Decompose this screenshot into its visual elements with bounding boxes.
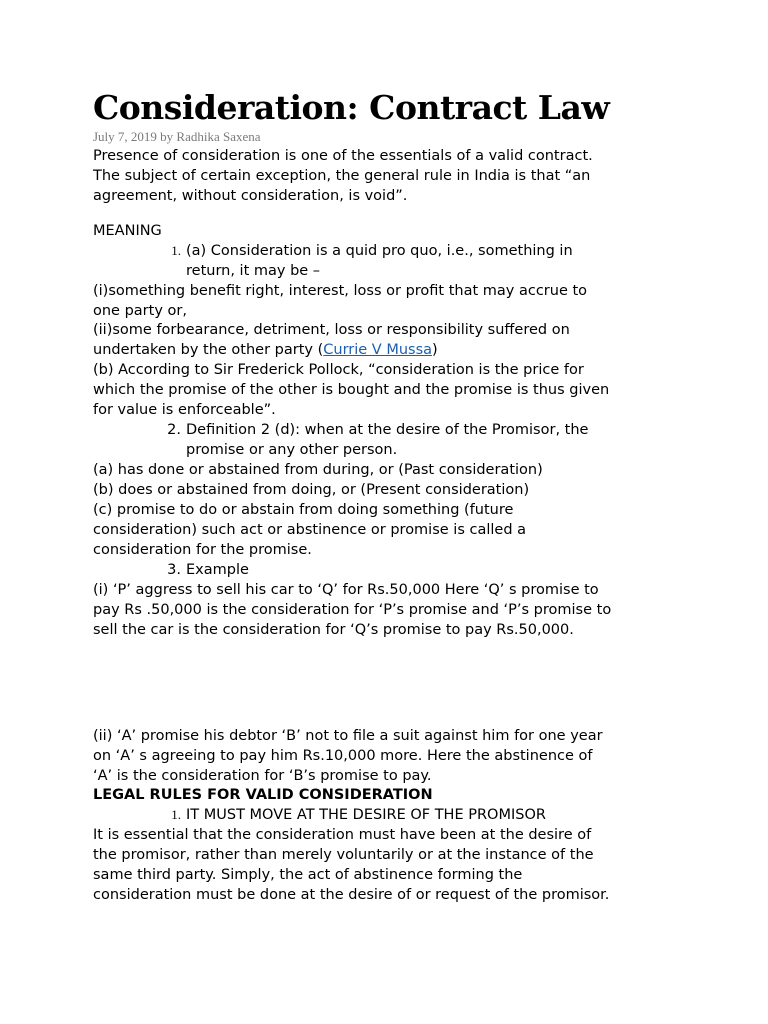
definition-body: (a) has done or abstained from during, or (Past consideration) (b) does or abstained from doing, or (Present consideration) (c) promise to do or abstain from doing something (future consideration) such act or abstinence or promise is called a consideration for the promise. bbox=[93, 462, 543, 558]
case-link-currie-v-mussa[interactable]: Currie V Mussa bbox=[323, 342, 433, 358]
list-number: 3. bbox=[167, 562, 181, 578]
list-number: 1. bbox=[171, 807, 181, 822]
list-item-text: (a) Consideration is a quid pro quo, i.e., something in return, it may be – bbox=[186, 243, 573, 279]
example-ii: (ii) ‘A’ promise his debtor ‘B’ not to file a suit against him for one year on ‘A’ s agreeing to pay him Rs.10,000 more. Here the abstinence of ‘A’ is the consideration for ‘B’s promise to pay. bbox=[93, 728, 603, 784]
list-item-text: IT MUST MOVE AT THE DESIRE OF THE PROMISOR bbox=[186, 807, 546, 823]
list-number: 1. bbox=[171, 243, 181, 258]
meaning-point-i: (i)something benefit right, interest, loss or profit that may accrue to one party or, bbox=[93, 283, 588, 319]
list-item-3 bbox=[93, 560, 683, 580]
list-item-text: Example bbox=[186, 562, 249, 578]
example-i: (i) ‘P’ aggress to sell his car to ‘Q’ for Rs.50,000 Here ‘Q’ s promise to pay Rs .50,000 is the consideration for ‘P’s promise and ‘P’s promise to sell the car is the consideration for ‘Q’s promise to pay Rs.50,000. bbox=[93, 582, 612, 638]
list-item-rule-1 bbox=[93, 805, 683, 825]
page-title: Consideration: Contract Law bbox=[93, 88, 610, 127]
post-meta: July 7, 2019 by Radhika Saxena bbox=[93, 129, 261, 144]
meaning-point-ii bbox=[93, 320, 683, 360]
meaning-point-ii-text: (ii)some forbearance, detriment, loss or responsibility suffered on undertaken by the other party ( bbox=[93, 322, 570, 358]
list-item-text: Definition 2 (d): when at the desire of the Promisor, the promise or any other person. bbox=[186, 422, 589, 458]
meaning-heading: MEANING bbox=[93, 223, 162, 239]
meaning-point-b: (b) According to Sir Frederick Pollock, “consideration is the price for which the promise of the other is bought and the promise is thus given for value is enforceable”. bbox=[93, 362, 610, 418]
intro-paragraph: Presence of consideration is one of the essentials of a valid contract. The subject of certain exception, the general rule in India is that “an agreement, without consideration, is void”. bbox=[93, 148, 593, 204]
list-item-2 bbox=[93, 420, 683, 460]
list-number: 2. bbox=[167, 422, 181, 438]
rule-1-body: It is essential that the consideration must have been at the desire of the promisor, rather than merely voluntarily or at the instance of the same third party. Simply, the act of abstinence forming the consideration must be done at the desire of or request of the promisor. bbox=[93, 827, 610, 903]
list-item-1 bbox=[93, 241, 683, 281]
meaning-point-ii-close: ) bbox=[432, 342, 438, 358]
legal-rules-heading: LEGAL RULES FOR VALID CONSIDERATION bbox=[93, 787, 433, 803]
